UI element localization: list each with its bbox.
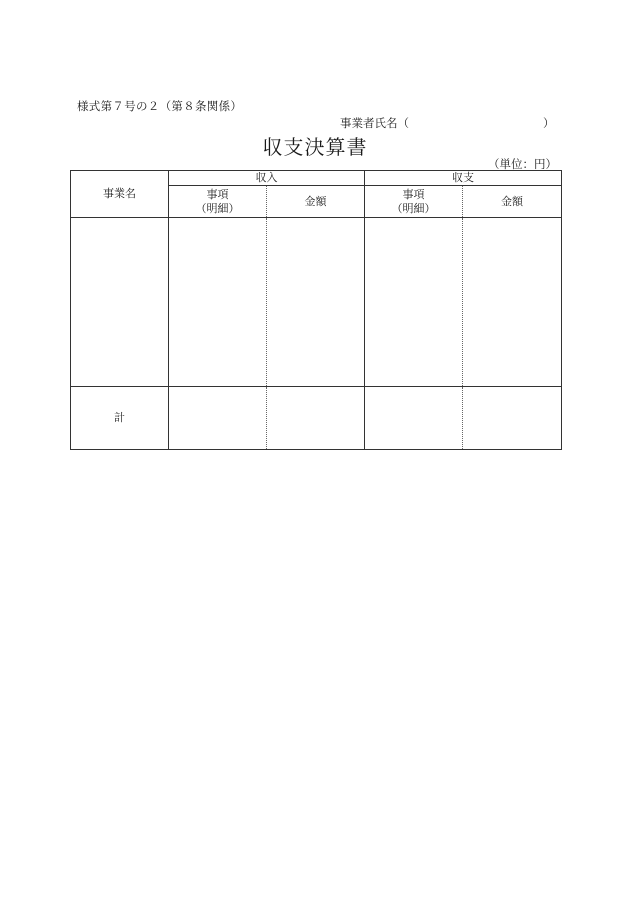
income-item-cell[interactable] [169,218,267,387]
income-amount-cell[interactable] [267,218,365,387]
expense-item-header [365,186,463,218]
expense-item-cell[interactable] [365,218,463,387]
form-number: 様式第７号の２（第８条関係） [77,99,243,113]
expense-total-item-cell[interactable] [365,387,463,450]
income-total-item-cell[interactable] [169,387,267,450]
project-name-cell[interactable] [71,218,169,387]
total-label: 計 [71,387,169,450]
operator-name-label: 事業者氏名（ [340,116,409,130]
income-item-detail-label: （明細） [195,201,240,215]
project-name-header: 事業名 [71,171,169,218]
income-total-amount-cell[interactable] [267,387,365,450]
expense-amount-header: 金額 [463,186,562,218]
expense-total-amount-cell[interactable] [463,387,562,450]
expense-amount-cell[interactable] [463,218,562,387]
operator-name-close: ） [543,116,555,130]
settlement-table [70,170,562,450]
total-row [71,387,562,450]
income-item-header [169,186,267,218]
income-amount-header: 金額 [267,186,365,218]
expense-header: 収支 [365,171,562,186]
income-header: 収入 [169,171,365,186]
expense-item-detail-label: （明細） [391,201,436,215]
document-title: 収支決算書 [262,135,368,159]
expense-item-label: 事項 [402,187,425,201]
unit-note: （単位：円） [488,157,557,171]
table-row [71,218,562,387]
income-item-label: 事項 [206,187,229,201]
operator-name-line [340,115,555,131]
